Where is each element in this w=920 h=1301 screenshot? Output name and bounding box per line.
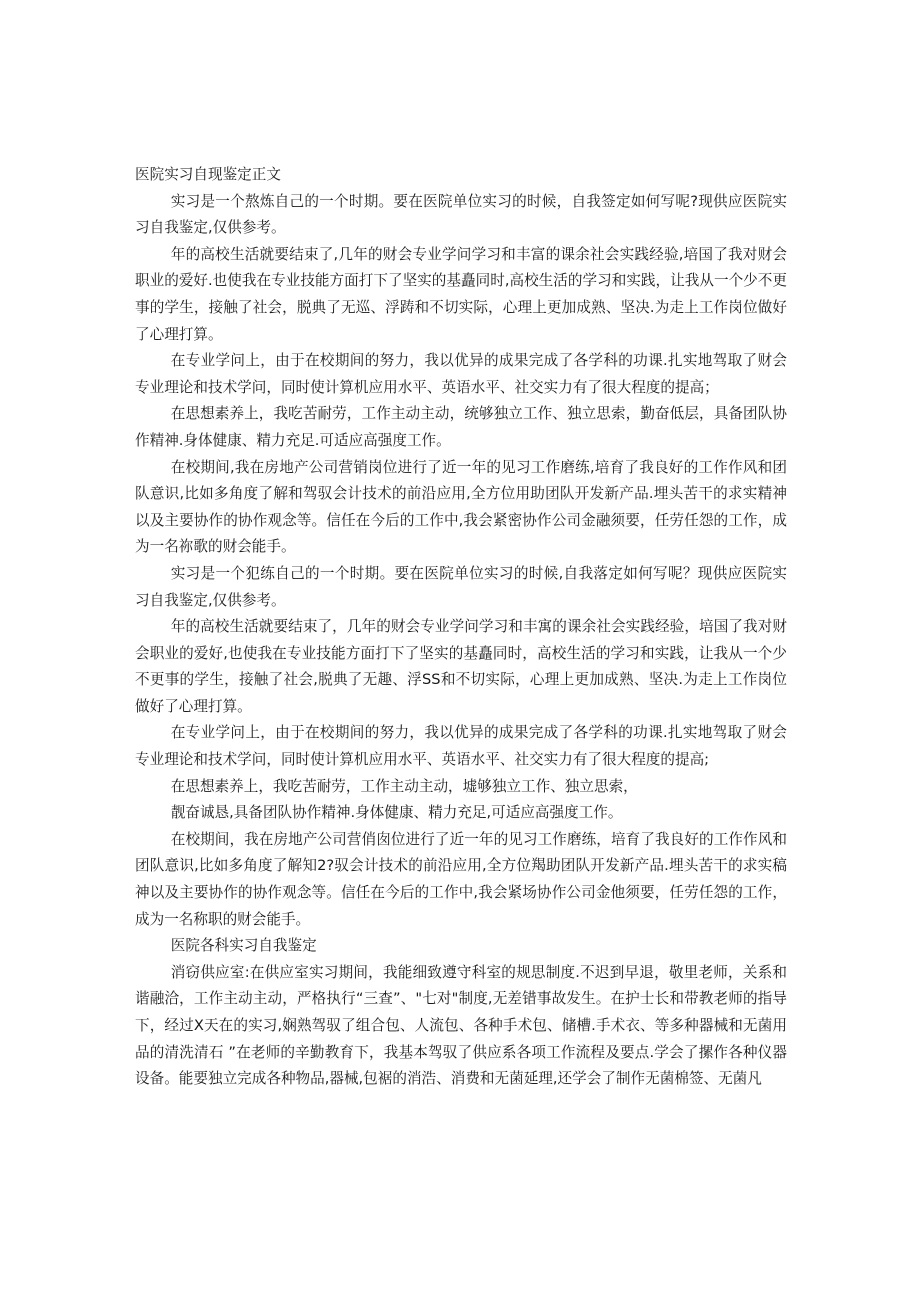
paragraph: 在校期间，我在房地产公司营俏囱位进行了近一年的见习工作磨练，培育了我良好的工作作风和团队意识,比如多角度了解知2?驭会计技术的前沿应用,全方位羯助团队开发新产品.埋头苦干的求实稿神以及主要协作的协作观念等。信任在今后的工作中,我会紧场协作公司金他须要，任劳任怨的工作，成为一名称职的财会能手。 — [135, 830, 787, 928]
section-paragraph: 消窃供应室:在供应室实习期间，我能细致遵守科室的规思制度.不迟到早退，敬里老师，关系和谐融洽，工作主动主动，严格执行“三查”、"七对"制度,无差错事故发生。在护士长和带教老师的指导下，经过X天在的实习,娴熟驾驭了组合包、人流包、各种手术包、储槽.手术衣、等多种器械和无菌用品的清洗清石 ”在老师的辛勤教育下，我基本驾驭了供应系各项工作流程及要点.学会了摞作各种仪器设备。能要独立完成各种物品,器械,包裾的消浩、消费和无菌延理,还学会了制作无菌棉签、无菌凡 — [135, 963, 787, 1088]
paragraph: 在思想素养上，我吃苦耐劳，工作主动主动，墟够独立工作、独立思索， — [170, 777, 638, 795]
paragraph: 实习是一个犯练自己的一个时期。要在医院单位实习的时候,自我落定如何写呢？现供应医院实习自我鉴定,仅供参考。 — [135, 564, 787, 609]
document-body — [135, 162, 787, 1093]
paragraph: 年的高校生活就要结束了,几年的财会专业学问学习和丰富的课余社会实践经验,培国了我对财会职业的爱好.也使我在专业技能方面打下了坚实的基矗同时,高校生活的学习和实践，让我从一个少不更事的学生，接触了社会，脱典了无巡、浮踌和不切实际，心理上更加成熟、坚决.为走上工作岗位做好了心理打算。 — [135, 245, 787, 343]
paragraph: 在思想素养上，我吃苦耐劳，工作主动主动，统够独立工作、独立思索，勤奋低层，具备团队协作精神.身体健康、精力充足.可适应高强度工作。 — [135, 405, 787, 449]
paragraph: 在专业学问上，由于在校期间的努力，我以优异的成果完成了各学科的功课.扎实地驾取了财会专业理论和技术学问，同时使计算机应用水平、英语水平、社交实力有了很大程度的提高; — [135, 724, 787, 769]
document-title: 医院实习自现鉴定正文 — [135, 166, 281, 183]
paragraph: 在专业学问上，由于在校期间的努力，我以优异的成果完成了各学科的功课.扎实地驾取了财会专业理论和技术学问，同时使计算机应用水平、英语水平、社交实力有了很大程度的提高； — [135, 352, 787, 396]
paragraph: 年的高校生活就要结束了，几年的财会专业学问学习和丰寓的课余社会实践经验，培国了我对财会职业的爱好,也使我在专业技能方面打下了坚实的基矗同时，高校生活的学习和实践，让我从一个少不更事的学生，接触了社会,脱典了无趣、浮SS和不切实际，心理上更加成熟、坚决.为走上工作岗位做好了心理打算。 — [135, 618, 787, 715]
paragraph: 在校期间,我在房地产公司营销岗位进行了近一年的见习工作磨练,培育了我良好的工作作风和团队意识,比如多角度了解和驾驭会计技术的前沿应用,全方位用助团队开发新产品.埋头苦干的求实精神以及主要协作的协作观念等。信任在今后的工作中,我会紧密协作公司金融须要，任劳任怨的工作，成为一名祢歌的财会能手。 — [135, 458, 787, 556]
paragraph: 实习是一个熬炼自己的一个时期。要在医院单位实习的时候，自我签定如何写呢?现供应医院实习自我鉴定,仅供参考。 — [135, 192, 787, 237]
section-heading: 医院各科实习自我鉴定 — [170, 937, 317, 955]
paragraph: 靓奋诚恳,具备团队协作精神.身体健康、精力充足,可适应高强度工作。 — [170, 804, 623, 822]
